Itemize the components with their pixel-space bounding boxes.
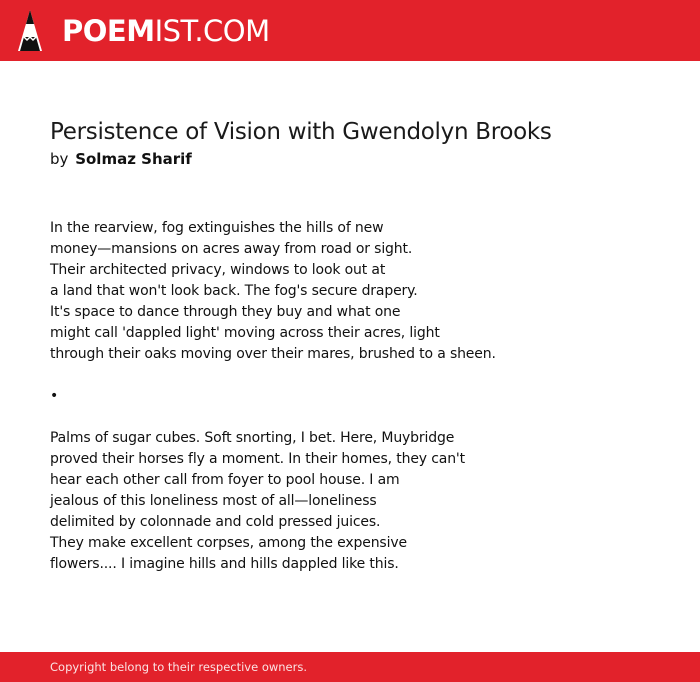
poem-line: flowers.... I imagine hills and hills dappled like this. [50,556,399,572]
copyright-notice: Copyright belong to their respective owners. [50,660,308,674]
poem-title: Persistence of Vision with Gwendolyn Brooks [50,119,552,145]
brand-light-text: IST.COM [154,14,270,48]
poem-heading [50,116,670,169]
poem-line: Palms of sugar cubes. Soft snorting, I bet. Here, Muybridge [50,430,455,446]
site-footer [0,652,700,682]
site-logo-link[interactable] [17,9,270,53]
byline [50,149,670,169]
poem-body [50,218,670,596]
poem-line: through their oaks moving over their mares, brushed to a sheen. [50,346,496,362]
brand-bold-text: POEM [62,14,155,48]
poem-line: In the rearview, fog extinguishes the hills of new [50,220,384,236]
author-name: Solmaz Sharif [75,150,192,168]
poem-stanza [50,428,670,575]
poem-line: Their architected privacy, windows to look out at [50,262,386,278]
site-header [0,0,700,61]
poem-line: They make excellent corpses, among the expensive [50,535,407,551]
poem-line: jealous of this loneliness most of all—loneliness [50,493,377,509]
poem-line: might call 'dappled light' moving across their acres, light [50,325,440,341]
by-label: by [50,150,69,168]
stanza-separator [50,386,670,407]
pencil-tip-icon [17,9,43,53]
poem-line: money—mansions on acres away from road or sight. [50,241,413,257]
poem-line: • [50,388,59,404]
poem-stanza [50,218,670,365]
poem-line: hear each other call from foyer to pool house. I am [50,472,400,488]
poem-line: It's space to dance through they buy and what one [50,304,401,320]
poem-line: delimited by colonnade and cold pressed juices. [50,514,381,530]
poem-line: proved their horses fly a moment. In their homes, they can't [50,451,465,467]
site-brand [62,9,270,53]
poem-line: a land that won't look back. The fog's secure drapery. [50,283,418,299]
